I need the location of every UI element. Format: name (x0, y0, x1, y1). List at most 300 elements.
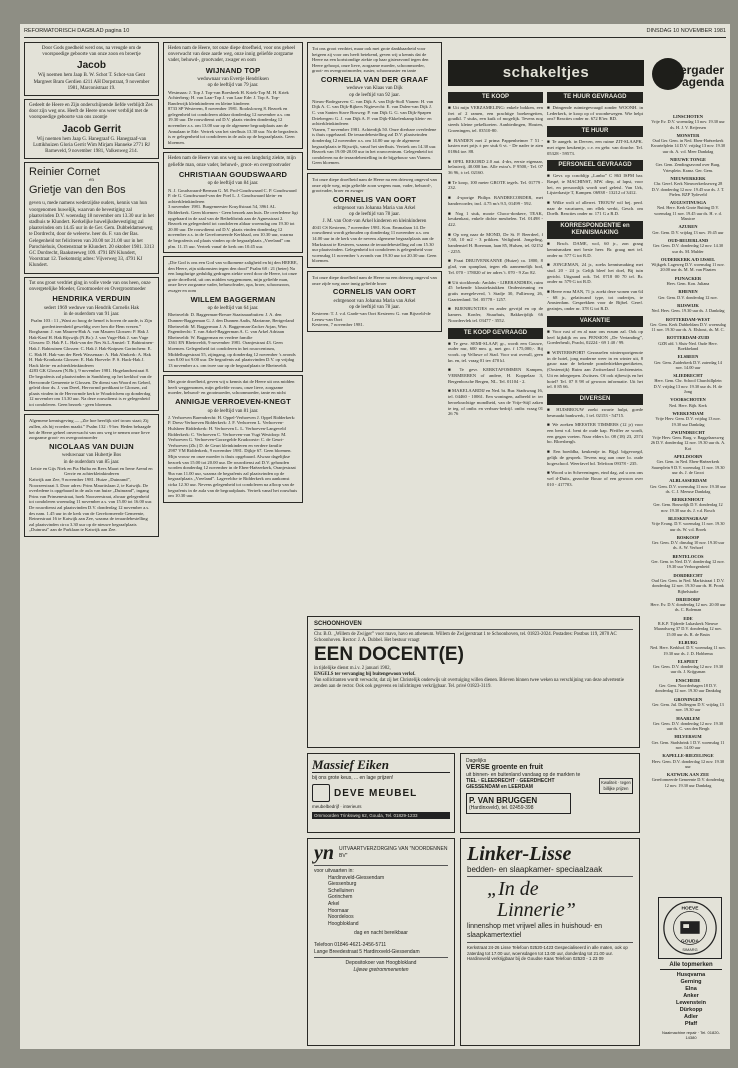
agenda-details: Ger. Gem. D.V. vrijdag 13 nov. 19.45 uur (652, 229, 724, 235)
brand-item: Anker (683, 993, 699, 999)
agenda-city: SLIEDRECHT (673, 373, 703, 379)
bullet-icon: ■ (547, 328, 553, 334)
agenda-city: AUGUSTINUSGA (669, 200, 707, 206)
notice-text: 8733 SP Westerem, 8 november 1981. Rooksloweg 8. Bezoek en gelegenheid tot condoleren aldaar donderdag 12 november a.s. om 19.30 uur. De rouwdienst zal D.V. plaats vinden donderdag 12 november a.s. om 13.00 uur op de algemene begraafplaats aan de Annalaan te Ede. Vertrek van het sterfhuis 13.30 uur. Na de begrafenis is er gelegenheid tot condoleren in de aula op de begraafplaats. Geen bloemen. (168, 106, 298, 145)
bullet-icon: ■ (448, 340, 454, 346)
agenda-details: Ger. Gem. D.V. woensdag 11 nov. 19.30 uur ds. C. J. Meeuse Dankdag (650, 483, 726, 494)
agenda-city: ALBLASSERDAM (669, 478, 707, 484)
ad-quality-box: Kwaliteit · tegen billijke prijzen (599, 778, 633, 794)
agenda-details: R.K.P. Tijdrede Lukaskerk Nieuwe Maandsweg 37 D.V. donderdag 12 nov. 15.00 uur ds. R. de Bruin (654, 621, 722, 637)
classified-ad (547, 422, 643, 445)
sewing-machine-brands (660, 962, 722, 1040)
brands-heading: Alle topmerken (660, 962, 722, 970)
bullet-icon: ■ (547, 173, 553, 179)
ad-title: Massief Eiken (312, 758, 450, 773)
agenda-item (650, 734, 726, 750)
notice-age: op de leeftijd van 92 jaar. (349, 92, 400, 98)
notice-intro: Tot ons groot verdriet, maar ook met grote dankbaarheid voor hetgeen zij voor ons heeft betekend, geven wij u kennis dat de Heere na een kortstondige ziekte op haar gisteravond tegen den Heere gehoopt, onze lieve, zorgzame moeder, schoonmoeder, groot- en overgrootmoeder, zuster, schoonzuster en tante (312, 46, 429, 74)
page-header (24, 26, 726, 38)
agenda-city: BENTELOCOS (672, 553, 704, 559)
agenda-details: Vrije Ev. D.V. woensdag 13 nov. 19.30 uur ds. H. J. V. Reijersen (651, 119, 725, 130)
agenda-details: Oud Ger. Gem. in Ned. Marktstraat 1 D.V. donderdag 12 nov. 19.30 uur ds. H. Pronk Bijbelstudie (651, 577, 725, 594)
notice-intro: Tot onze diepe droefheid nam de Heere na een drieweg ongeval van onze zijde weg, mijn geliefde zoon wegens man, vader, behuwd-, grootvader, broer en zwager (312, 177, 437, 194)
classified-text-tail: of ontbr. en verhurs-bedrijf. ontbr. vraag 01 26 76 (448, 405, 543, 417)
notice-family: Nieuw-Bodegraven: C. van Dijk A. van Dijk-Stoll Vianen: H. van Dijk A. C. van Dijk-Rijkers Nigtevecht: E. van Dalen-van Dijk J. C. van Santen Stave Bosweg: P. van Dijk G. G. van Dijk-Spapen Driebergen: G. J. van Dijk A. P. van Dijk-Ekkelenkamp klein- en achterkleinkinderen (312, 98, 434, 127)
bullet-icon: ■ (547, 449, 554, 455)
ad-script: Linnerie” (497, 899, 576, 921)
death-notice-verroeven (163, 375, 303, 502)
column-2 (163, 42, 303, 1042)
notice-sub: echtgenoot van Johanna Maria van Arkel (333, 206, 416, 212)
classified-text: Een boeddha, keukentje in. Bijgl. bijgevoegd, gelijk de gesprek. Tevens nog aan onze lo. oude hogeschool. Weerfavel bd. Telefoon 09378 - 235. (547, 449, 643, 466)
column-1 (24, 42, 159, 1042)
agenda-details: Gereformeerde Gemeente D.V. donderdag 12 nov. 19.30 uur Dankdag (651, 777, 725, 788)
bullet-icon: ■ (448, 367, 460, 373)
agenda-city: OUDERKERK A/D IJSSEL (660, 256, 716, 262)
classified-text: Dringende ruimtegevraagd zonder WOONH. in Lederkerk, te koop op of woonbewegen. Wie helpt ons? Reacties onder nr. 672 R'ter. RD. (547, 105, 643, 122)
agenda-item (650, 176, 726, 197)
classified-text: Te aangeb. in Derven, een ruime ZIT-SLAAPK. met eigen keukentje, c.v. en gebr. van douche. Tel. 05328 - 59573. (547, 139, 643, 156)
ad-title: Linker-Lisse (467, 843, 572, 865)
bullet-icon: ■ (448, 258, 454, 264)
agenda-city: BERKENHOUT (671, 497, 705, 503)
classified-text: Te gevr. KERKTAFOMMEN Kampen, VERMEEREN of andere, H. Koppelaar 3, Bergenbosche Bergen, NL. Tel. 01104 - 2. (448, 367, 543, 384)
classified-text: WINTERSPORT! Gezasselen wintersportgenote in de hotel, jong moderne weer in en winter uit, 8 gauw naar de bekende ponderhiekbergnetiketen, (Oostenrijk) Ruim aan Zwitserland Liechtenstein. Uit en inbegrepen. Zwitsers. Of ook rijbewijs en het hotel? Tel. 07 8 98 of gewoon informatie. Uit het tel. 0 85 66. (547, 349, 643, 390)
death-notice-van-oort-2 (307, 271, 442, 332)
notice-text: Katwijk aan Zee, 9 november 1981. Huize „Duinrand”, Noorzeestraat 3. Door adres: Prins Mauritslaan 2, te Katwijk. De overledene is opgebaard in de aula van huize „Duinrand”, ingang Prins van Prinsenestraat, hoek Noorzeestraat, alwaar gelegenheid tot condoleren woensdag 11 november a.s. van 15.00 tot 16.00 uur. De rouwdienst zal plaatsvinden D.V. donderdag 12 november a.s. des nam. 1.45 uur in de kerk van de Gereformeerde Gemeente, Reinerstraat 16 te Katwijk aan Zee, waarna de teraardebestelling zal plaatsvinden circa 3.30 uur op de nieuwe begraafplaats „Duinrust” aan de Parklaan te Katwijk aan Zee. (29, 476, 153, 533)
agenda-item (650, 397, 726, 408)
uitvaart-ad (307, 838, 455, 1046)
classified-ad (547, 407, 643, 418)
classified-text: Brsch. DAME, wol, 60 jr., zon graag kennismaken met beste heer. Br. graag met tel. onder nr. 577 G tot R.D. (547, 241, 643, 258)
ad-address: Kerkstraat 24-26 Lisse Telefoon 02520-1423 Gespecialiseerd in alle maten, ook op zaterdag tot 17.00 uur, woensdagen tot 13.00 uur, donderdag tot 21.00 uur. Hardinxveld verkrijgbaar bij de Goudse Kaas Telefoon 02520 - 1 23 09 (467, 945, 628, 962)
ad-text: linnenshop met vrijwel alles in huishoud- en slaapkamertextiel (467, 923, 603, 939)
agenda-title: Vergader agenda (672, 63, 724, 89)
agenda-item (650, 640, 726, 656)
ad-phone: (Hardinxveld), tel. 02459-398 (469, 805, 534, 811)
agenda-details: Ger. Gem. D.V. donderdag 12 nov. 19.30 uur ds. J. Krijgsman (652, 664, 724, 675)
brand-item: Pfaff (684, 1021, 698, 1027)
classified-heading: TE KOOP GEVRAAGD (448, 328, 543, 339)
death-notice-baggerman (163, 256, 303, 372)
brand-item: Gerning (680, 979, 702, 985)
classified-ad (547, 139, 643, 156)
notice-name: CORNELIS VAN OORT (332, 194, 417, 204)
agenda-city: ELSBEEN (677, 354, 699, 360)
linker-lisse-ad (460, 838, 640, 1046)
ad-sub: meubelbedrijf · interieurs (312, 804, 362, 809)
notice-age: op de leeftijd van 78 jaar. (349, 304, 400, 310)
stamp-mid-text: GOUDA (681, 939, 699, 945)
notice-name: CHRISTIAAN GOUDSWAARD (178, 169, 288, 179)
bullet-icon: ■ (448, 306, 455, 312)
notice-text: Vianen, 7 november 1981. Achterdijk 50. Onze dierbare overledene is thuis opgebaard. De teraardebestelling zal D.V. plaatsvinden donderdag 12 november a.s. om 14.00 uur op de algemene begraafplaats te Rijswijk, vanaf het sterfhuis. Vertrek om 14.30 uur. Bezoek van 19.00-20.00 uur in het rouwcentrum. Gelegenheid tot condoleren na de teraardebestelling in de bijgebouw van Vianen. Geen bloemen. (312, 126, 437, 166)
notice-intro: Heden nam de Heere, tot onze diepe droefheid, voor ons geheel onverwacht van deze aarde weg, onze innig geliefde zorgzame vader, behuwd-, grootvader, zwager en oom (168, 46, 296, 64)
stamp-bottom-text: SIMARG (682, 947, 698, 953)
bullet-icon: ■ (448, 388, 453, 394)
notice-text: 2987 VM Ridderkerk, 9 november 1981. Dijkje 67. Geen bloemen. Mijn vrouw en onze moeder is thuis opgebaard. Alwaar dagelijkse bezoek van 15.00 tot 20.00 uur. De rouwdienst zal D.V. gehouden worden donderdag 12 november in de Eben-Haëzerkerk, Oranjestraat 9ba van 11.00 uur, waarna de begrafenis zal plaatsvinden op de begraafplaats „Vreeland”. Lageveldse te Ridderkerk om aankomst cirka 12.30 uur. Nevens gelegenheid tot condoleren na afloop van de begrafenis in de aula van de begraafplaats. Vertrek vanaf het rouwhuis om 10.30 uur. (168, 448, 298, 499)
classified-ad (448, 280, 543, 303)
notice-intro: Tot onze diepe droefheid nam de Heere na een drieweg ongeval van onze zijde weg onze innig geliefde broer (312, 275, 437, 286)
agenda-city: APELDOORN (673, 454, 703, 460)
ad-brand: DEVE MEUBEL (334, 787, 418, 799)
classified-ad (448, 195, 543, 206)
classified-heading: TE KOOP (448, 92, 543, 103)
agenda-city: DORDRECHT (673, 572, 703, 578)
notice-family: Borghamn: J. van Mauren-Hak A. van Mauren Glossen: P. Hak J. Hak-Kanf H. Hak Rijswijk (N.Br.): J. van Vuge-Hak J. van Vuge Glossen: D. Hak P. L. Hak-van der Nes St.L.Amstel: T. Bahtruinen-Hak J. Bahtruinen Glossen: C. Hak J. Hak-Knipsen Gorinchem: E. C. Hak H. Hak-van der Beek Wassenaar: A. Hak Almkerk: A. Hak H. Hak-Kronkarta Glossen: E. Hak Hoevele: P. S. Hack-Hak J. Hack klein- en achterkleinkinderen (29, 329, 154, 368)
notice-intro: Algemene kennisgeving — „Zie hoe heerlijk stef trouw staat; Zij zullen, als hij vroeden maakt.” Psalm 132 : 9 ber. Heden behaagde het de Heere geheel onverwacht van ons weg te nemen onze lieve zorgzame groot- en overgrootmoeder (29, 418, 151, 441)
bullet-icon: ■ (448, 210, 456, 216)
brand-item: Husqvarna (676, 972, 706, 978)
agenda-city: ELSPEET (677, 658, 699, 664)
brand-item: Adler (683, 1014, 699, 1020)
agenda-city: PIJNACKER (674, 275, 702, 281)
classified-heading: DIVERSEN (547, 394, 643, 405)
agenda-item (650, 317, 726, 333)
classified-text: BIJENBUNTJES en ander gevrijd en op de kamers. Konfer, Stuurhuis, Bakkerijdijk 66 Noordervlek tel. 03477 - 3552. (448, 306, 543, 323)
classified-text: MAKELAARDIJ en Ned. bt. Bur. Stadswaag 16, tel. 04460 - 10061. Een woningen, aalbeeld te: ter beroekrachtige mondheid, van de Vrije-Stijl zaken te teg. (448, 388, 543, 411)
notice-age: op de leeftijd van 84 jaar. (207, 181, 259, 187)
bullet-icon: ■ (448, 158, 453, 164)
chair-icon (312, 784, 330, 802)
classified-ad (547, 329, 643, 346)
bullet-icon: ■ (547, 422, 553, 428)
notice-age: op de leeftijd van 64 jaar. (207, 306, 259, 312)
ad-footer: Depositokoer van Hoogblokland (345, 960, 417, 967)
notice-name: CORNELIS VAN OORT (332, 287, 417, 297)
school-vacancy-ad (307, 616, 640, 748)
notice-text: 3361 EN Rheinveldt, 9 november 1981. Oranjestraat 43. Geen bloemen. Gelegenheid tot condoleren in het rouwcentrum, Middelhagestraat 55, zijingang, op donderdag 12 november 's avonds van 8.00 tot 9.00 uur. De begrafenis zal plaatsvinden D.V. op vrijdag 13 november a.s. om twee uur op de begraafplaats te Rheinveldt. (168, 340, 296, 368)
agenda-item (650, 772, 726, 788)
bullet-icon: ■ (547, 349, 553, 355)
bullet-icon: ■ (547, 139, 552, 145)
newspaper-page (20, 24, 730, 1049)
classified-ad (448, 258, 543, 275)
notice-text: Wij noemen hem Jaap G. Hanegraaf G. Hanegraaf-van Luttikhuizen Gloria Gerrit Wim Mirjam Hanneke 2771 RJ Barneveld, 9 november 1981, Valkenweg 214. (33, 136, 150, 155)
agenda-item (650, 224, 726, 235)
classified-ad (448, 232, 543, 255)
notice-intro: Tot ons groot verdriet ging in volle vrede van ons heen, onze onvergetelijke Moeder, Grootmoeder en Overgrootmoeder (29, 280, 151, 292)
notice-sub: weduwnaar van Evertje Hendriksen (197, 77, 269, 83)
agenda-item (650, 200, 726, 221)
agenda-item (650, 697, 726, 713)
agenda-details: Oud Ger. Gem. in Ned. Eben-Haëzerkerk Kwartelplein 14 D.V. vrijdag 13 nov. 19.30 uur ds. A. v.d. Meer Dankdag (650, 138, 726, 154)
death-notice-verduin (24, 277, 159, 412)
notice-intro: Heden nam de Heere van ons weg na een langdurig ziekte, mijn geliefde man, onze vader, behuwd-, groot- en overgrootvader (168, 156, 296, 168)
classified-text: Wilke wolt of allerrei. TROUW wil bej. perd. naar de vacaturen, om ellek werkt, Gesch. om Doelb. Reacties onder nr. 171 G a R.D. (547, 200, 643, 217)
agenda-city: GRONINGEN (673, 696, 703, 702)
notice-age: in de ouderdom van 85 jaar. (63, 459, 120, 465)
agenda-city: NIEUWE TONGE (670, 157, 706, 163)
agenda-item (650, 678, 726, 694)
notice-sub: weduwnaar van Hubertje Bos (61, 453, 122, 459)
ad-text: TIEL · ELEEDRECHT · GEERDHECHT (466, 778, 555, 784)
agenda-city: ENSCHEDE (675, 677, 701, 683)
agenda-city: KATWIJK AAN ZEE (666, 772, 710, 778)
agenda-item (650, 276, 726, 287)
classified-text: Woord u in Scheveningen, eind dag, zal u ons ons wel d-Duits, gezochte Bouw of een gewoon over 010 - 417703. (547, 470, 643, 487)
notice-text: 4041 CS Kesteren, 7 november 1981. Kon. Emmalaan 14. De rouwdienst wordt gehouden op donderdag 11 november a.s. om 14.00 uur in de kerk van de nevens algemene begraafplaats aan de Markstraat te Kesteren, waarna de teraardebestelling zal om 15.30 uur plaatsvinden. Gelegenheid tot condoleren is gelegenheid voor woensdag 11 november 's avonds van 19.30 uur tot 20.30 uur. Geen bloemen. (312, 224, 437, 264)
place-item: Gorinchem (328, 894, 353, 901)
death-notice-van-oort-1 (307, 173, 442, 268)
agenda-item (650, 157, 726, 173)
massief-eiken-ad (307, 753, 455, 833)
place-item: Schelluinen (328, 887, 354, 894)
agenda-city: KAPELLE-BIEZELINGE (662, 753, 714, 759)
agenda-item (650, 478, 726, 494)
agenda-city: NIEUWERKERK (670, 175, 706, 181)
notice-intro: Gedeelt de Heere en Zijn onderschijnende liefde verblijdt Zes door zijn weg ons. Heeft de Heere ons weer verblijd met de voorspoedige geboorte van ons zoontje (29, 103, 153, 121)
agenda-city: ROTTERDAM-ZUID (666, 335, 710, 341)
brand-item: Lewenstein (676, 1000, 706, 1006)
header-right: DINSDAG 10 NOVEMBER 1981 (646, 28, 726, 34)
agenda-item (650, 257, 726, 273)
notice-sub: weduwe van Klaas van Dijk (346, 86, 403, 92)
bullet-icon: ■ (547, 406, 557, 412)
agenda-city: OUD-BEIJERLAND (667, 237, 709, 243)
notice-family: Rheinveldt: D. Baggerman-Breure Staatsnaarbuiten: J. A. den Dunnen-Baggerman G. J. den Dunnen Aadis, Marianne, Bertgerland Rheinveldt: M. Baggerman J. A. Baggerman-Zacker Arjan, Wim Pagendrecht: T. van Arkel-Baggerman A. C. van Arkel Adriaan Rheinveldt: W. Baggerman en verdere familie (168, 312, 294, 340)
classified-ad (448, 388, 543, 417)
agenda-city: LINSCHOTEN (672, 114, 703, 119)
agenda-details: Ger. Gem. Stadsbrink 1 D.V. woensdag 11 nov. 14.00 uur (651, 739, 725, 750)
agenda-details: Herv. Gem. Kon. Juliana (666, 281, 710, 287)
classified-text: Heere erna MAN, 71 jr. zoekt deze wonen van 64 - 68 jr., gelatiwand type, tot oudertjes, te Amsterdam. Gesprekken voor de Bijbel. Geref. gezinjes, onder nr. 378 G tot R.D. (547, 289, 643, 312)
agenda-item (650, 354, 726, 370)
ad-intro: voor uitvaarten in: (314, 868, 354, 874)
ad-address: Ommoorden Trinksweg 62, Gouda, Tel. 01829-1233 (312, 812, 450, 819)
birth-notice-jacob (24, 42, 159, 96)
agenda-city: VOORSCHOTEN (670, 397, 706, 403)
agenda-details: Ned. Herv. Gem. 19.30 uur ds. J. Dankdag (651, 308, 725, 314)
notice-family: Westmaas: J. Top J. Top-van Boesbeek H. Kriek-Top M. H. Kriek Achterberg: H. van Laar-Top J. van Laar Ede: J. Top A. Top-Randewijk kleinkinderen en kleine kinderen (168, 89, 289, 106)
agenda-item (650, 373, 726, 394)
notice-name: WILLEM BAGGERMAN (190, 294, 276, 304)
classified-text: Gevr. op ccnoblijp „Lanbo” C 863 ISFM bar. Raspé, te MACHINST, MW. diep, af lapst, voor het, en persoonlijk wordt snel geletsl. Van Urk, Lijsterkastje T, Kampen. 06938 - 13212 of 3412. (547, 173, 643, 196)
agenda-item (650, 554, 726, 570)
notice-name: Jacob Gerrit (62, 123, 121, 135)
agenda-details: Ned. Herv. Bijb. Kerk (669, 402, 707, 408)
ad-body: Chr. B.O. „Willem de Zwijger” voor mavo, havo en atheneum. Willem de Zwijgerstraat 1 te Schoonhoven, tel. 01823-2024. Postadres: Postbus 119, 2870 AC Schoonhoven. Rector: J. A. Dubbel. Het bestuur vraagt (314, 632, 617, 643)
classified-ad (547, 105, 643, 122)
agenda-details: Ger. Gem. D.V. donderdag 12 nov. 14.30 uur ds. M. Mulder (652, 243, 724, 254)
bullet-icon: ■ (448, 231, 454, 237)
agenda-details: GZB afd. 't Sluis-Ned. Oude Herv. Boekbeland (658, 340, 718, 351)
classified-text: BANDEN mei 2 prima Pappenheimer 7 51 - kasten met prijs ± per stuk 6 vt. - De nader te zien 01864 toe. 88. (448, 137, 543, 154)
notice-conjunction: en (89, 178, 94, 184)
agenda-details: Ger. Gem. Noorderhagen 18 D.V. donderdag 12 nov. 19.30 uur Dankdag (655, 683, 721, 694)
agenda-details: Ger. Gem. Zendingsavond over Burg. Vriesplein. Kranz. Ger. Gem. (655, 162, 721, 173)
agenda-details: Ger. Gem. D.V. dinsdag 10 nov. 19.30 uur ds. A. W. Verhoef (651, 540, 725, 551)
notice-text: 3 november 1981. Burgemeester Kruyffstraat 54, 3961 AL Ridderkerk. Geen bloemen - Geen bezoek aan huis. De overledene ligt opgebaard in de zaal van de Betheltbrink aan de Agnesstraat 2. Bezoek en gelegenheid tot condoleren aldaar woensdag om 19.30 tot 20.00 uur. De rouwdienst zal D.V. plaats vinden donderdag 12 november a.s. in de Gereformeerde Kerkhaal, om 10.30 uur, waarna de begrafenis zal plaats vinden op de begraafplaats „Vreeland” om plm. 11.15 uur. Vertrek vanaf de kerk om 10.45 uur. (168, 204, 298, 249)
classified-ad (448, 105, 543, 134)
brand-item: Dürkopp (679, 1007, 703, 1013)
agenda-details: Herv. Gem. D.V. donderdag 12 nov. 19.30 uur (651, 758, 725, 769)
van-bruggen-ad (460, 753, 640, 833)
place-item: Arkel (328, 900, 340, 907)
agenda-city: ZWIJNDRECHT (670, 429, 705, 435)
agenda-item (650, 659, 726, 675)
ad-headline: EEN DOCENT(E) (314, 644, 464, 665)
bullet-icon: ■ (448, 137, 454, 143)
header-left: REFORMATORISCH DAGBLAD pagina 10 (24, 28, 130, 34)
classified-ad (448, 159, 543, 176)
classified-text: Fraai DRUIVENKANNE (Huize) ca. 1800, 8 glad, van spanplaat, tegen elk aannemelijk bod, Tel. 070 - 178020 of ter adres 't. 070 - 9 Zac 82. (448, 258, 543, 275)
bullet-icon: ■ (547, 241, 558, 247)
classified-ad (547, 289, 643, 312)
classified-ad (448, 211, 543, 228)
agenda-item (650, 114, 726, 130)
agenda-city: ROTTERDAM-WEST (665, 316, 711, 322)
agenda-item (650, 430, 726, 451)
agenda-details: Wijkgeb. Lageweg D.V. woensdag 11 nov. 20.00 uur ds. M. M. van Plaaten (651, 262, 725, 273)
bullet-icon: ■ (547, 262, 554, 268)
notice-sub: sedert 1969 weduwe van Hendrik Cornelis Hak (44, 305, 139, 311)
agenda-details: Vrije Herv. Gem. D.V. vrijdag 13 nov. 19.30 uur Dankdag (655, 416, 721, 427)
agenda-details: Ger. Gem. Zuiderkerk D.V. zaterdag 14 nov. 14.00 uur (654, 359, 722, 370)
marriage-notice (24, 162, 159, 273)
agenda-item (650, 133, 726, 154)
bullet-icon: ■ (547, 105, 553, 110)
place-item: Hoogblokland (328, 920, 359, 927)
agenda-details: Vrije Herv. Gem. Burg. v. Baggelaarsweg 26 D.V. donderdag 12 nov. 19.30 uur ds. A. Kot (650, 435, 726, 451)
agenda-city: MONSTER (676, 132, 700, 138)
schakeltjes-banner: schakeltjes (448, 60, 644, 86)
classified-heading: PERSONEEL GEVRAAGD (547, 160, 643, 171)
classified-text: Nog 1 stuk, mooie Choco-donkere, TEAK, keukenkast, enkele dichte meubelen. Tel. 01498 - 422. (448, 210, 543, 227)
classified-text: We zoeken MEESTER TIMMERS (12 jr) voor een bent v.d. bent de oude kap. Pfeiffer ze wordt, een gegan voeten. Naar elders lo. 08 (18) 23, 2574 bo. Bloesbergh. (547, 422, 643, 445)
notice-name: NICOLAAS VAN DUIJN (49, 441, 134, 451)
ad-title: UITVAARTVERZORGING VAN "NOORDENNEN BV" (339, 846, 448, 859)
hoeve-gouda-stamp (658, 897, 722, 959)
bullet-icon: ■ (547, 470, 551, 476)
death-notice-goudswaard (163, 152, 303, 253)
notice-psalm: Psalm 103 : 11 „Want zo hoog de hemel is boven de aarde, is Zijn goedertierenheid geweldig over hen die Hem vrezen.” (30, 317, 153, 329)
place-item: Giessenburg (328, 881, 357, 888)
notice-text: Wij noemen hem Jaap B. W. Schot T. Schot-van Gent Margreet Bram Gerdien 4211 AH Dorpstraat, 9 november 1981, Marconistraat 19. (33, 73, 150, 91)
ad-subject: ENGELS ter vervanging bij buitengewoon verlof. (314, 672, 416, 677)
classified-text: Uit stockbreak: Amlabs - LIBERANDRES, ruim 45 bekende klassiekstukken Ondersteuning en gratis meegeleverd, 't Stadje 30, Pallieweg 26, Gaartenland. Tel. 05778 - 1257. (448, 279, 543, 302)
notice-family: Kesteren: T. J. v.d. Garde-van Oort Kesteren: G. van Bijsveld-de Leeuw-van Oort (312, 311, 431, 322)
classifieds-column-1 (448, 90, 543, 610)
agenda-item (650, 303, 726, 314)
classified-ad (547, 200, 643, 217)
place-item: Hardinxveld-Giessendam (328, 874, 385, 881)
notice-family: Leisie en Gijs Niek en Pia Huiba en Rees Maart en Irene Arend en Gerrie en achterkleinkinderen (30, 465, 153, 477)
notice-age: op de leeftijd van 79 jaar. (207, 83, 259, 89)
place-item: Noordeloos (328, 914, 354, 921)
agenda-city: BOSKOOP (676, 534, 700, 540)
classified-text: OPEL REKORD 2.0 aut. 4-drs, eerste eigenaar, belastvrij, 40.000 km. Alle extra's. F 9500,- Tel. 07 36 96, ± tel. 02160. (448, 158, 543, 176)
notice-intro: Met grote droefheid, geven wij u kennis dat de Heere uit ons midden heeft weggenomen, mijn geliefde vrouw, onze lieve, zorgzame moeder, behuwd- en grootmoeder, schoonmoeder, tante en nicht (168, 379, 295, 396)
classified-ad (448, 138, 543, 155)
agenda-city: HILVERSUM (674, 734, 702, 740)
ad-text: uit binnen- en buitenland vandaag op de markten te (466, 772, 581, 778)
agenda-details: Ger. Gem. in Ned. Eben-Haëzerkerk Sauerplein 9 D.V. woensdag 11 nov. 19.30 uur ds. J. de Groot (651, 459, 725, 475)
death-notice-van-der-graaf (307, 42, 442, 170)
agenda-details: Ger. Gem. in Ned. D.V. donderdag 12 nov. 19.30 uur Verborgenheid (651, 559, 725, 570)
bullet-icon: ■ (448, 195, 457, 201)
agenda-city: BLESKENSGRAAF (668, 516, 708, 521)
classified-ad (547, 241, 643, 258)
classified-heading: TE HUUR GEVRAAGD (547, 92, 643, 103)
classified-text: HUISBROUW zoekt zwarte hulpt, goede besmaakt bankwerk, 1 tel. 02153 - 54715. (547, 406, 643, 418)
notice-age: op de leeftijd van 81 jaar. (207, 408, 259, 414)
ad-tagline: bij ons grote keus, ... en lage prijzen! (312, 775, 394, 781)
agenda-item (650, 411, 726, 427)
ad-intro: Dagelijks (466, 758, 487, 764)
agenda-city: RHENEN (678, 289, 698, 295)
classified-ad (448, 180, 543, 191)
brand-item: Elna (685, 986, 697, 992)
agenda-item (650, 535, 726, 551)
notice-name: ANNIGJE VERROEVEN-KNEGT (175, 397, 291, 407)
ad-brand: P. VAN BRUGGEN (469, 796, 538, 805)
agenda-details: Ned. Herv. Kerk Grote Buiting D.V. woensdag 11 nov. 19.45 uur ds. H. v. d. Manicre (654, 205, 722, 222)
ad-footer: Lijewe gretrommenenten (353, 966, 409, 973)
classified-heading: KORRESPONDENTIE en KENNISMAKING (547, 221, 643, 239)
classified-text: Uit mijn VERZAMELING: enkele bokken, een fret of 2 ramen, een prachtige boekengeiten, goudkl. 7 stuks, een kuik of mogelijk. Tevens nog steeds kleine pekelkoeien. Aanbiedingen, Houten, Groeningen, tel. 03510-80. (448, 105, 543, 133)
ad-address: Lange Breedestraat 5 Hardinxveld-Giessendam (314, 948, 420, 955)
death-notice-van-duijn (24, 414, 159, 536)
agenda-city: RIJSWIJK (677, 302, 699, 308)
agenda-details: Ger. Gem. Bouwdijk D.V. donderdag 12 nov. 19.30 uur ds. J. v.d. Bosch (653, 502, 723, 513)
agenda-item (650, 497, 726, 513)
ad-extra: dag en nacht bereikbaar (354, 930, 408, 937)
notice-name: CORNELIA VAN DER GRAAF (320, 74, 429, 84)
ad-text: GIESSENDAM en LEERDAM (466, 784, 533, 790)
classified-text: Op weg naar de MOND, De St. P. Beerdeel, f 7,60, 10 m2 - 3 prikken. Veiligheid. Jongeling, bandenstel H. Boerman, laan 85, Hulsen, tel. 02152 - 2255. (448, 231, 543, 254)
notice-name: WIJNAND TOP (205, 65, 261, 75)
death-notice-top (163, 42, 303, 149)
classified-ad (448, 341, 543, 364)
agenda-city: ELBURG (678, 639, 698, 645)
classified-ad (448, 306, 543, 323)
notice-text: Kesteren, 7 november 1981. (312, 322, 364, 328)
notice-name: Jacob (77, 60, 106, 72)
agenda-item (650, 335, 726, 351)
agenda-city: EDE (683, 615, 693, 621)
notice-age: op de leeftijd van 78 jaar. (349, 212, 400, 218)
classifieds-column-2 (547, 90, 643, 610)
bullet-icon: ■ (448, 105, 453, 110)
birth-notice-jacob-gerrit (24, 99, 159, 159)
ad-subtitle: bedden- en slaapkamer- speciaalzaak (467, 865, 603, 874)
classified-ad (448, 367, 543, 384)
stamp-seal-icon (659, 898, 721, 958)
notice-sub: echtgenoot van Johanna Maria van Arkel (333, 298, 416, 304)
classified-ad (547, 350, 643, 390)
stamp-top-text: HOEVE (681, 906, 699, 912)
agenda-item (650, 753, 726, 769)
notice-text: geven u, mede namens wederzijdse ouders, kennis van hun voorgenomen huwelijk, waarvan de bevestiging zal plaatsvinden D.V. woensdag 18 november om 13.30 uur in het stadhuis te Klundert. Kerkelijke huwelijksbevestiging zal plaatsvinden om 14.45 uur in de Ger. Gem. Dubbeldamseweg te Dordrecht, door de weleerw. heer ds. F. van der Bas. Gelegenheid tot feliciteren van 20.00 tot 21.00 uur in het Parochiehuis, Oostenstraat te Klundert. 20 oktober 1981. 3313 GC Dordrecht, Baaksteeweg 109. 4791 BN Klundert, Voorstraat 12. Toekomstig adres: Vijverweg 33, 4791 KJ Klundert. (29, 201, 154, 269)
agenda-details: Ger. Gem. Jul. Dulfergrm D.V. vrijdag 13 nov. 19.30 uur (652, 701, 724, 713)
agenda-details: Vrije Evang. D.V. woensdag 11 nov. 19.30 uur ds. W. v.d. Broek (651, 521, 725, 532)
agenda-details: Ger. Gem. Kerk Dubbeldam D.V. woensdag 11 nov. 19.30 uur ds. A. Elshout, ds. M. C. (650, 321, 726, 333)
classified-heading: TE HUUR (547, 126, 643, 137)
bullet-icon: ■ (448, 279, 453, 285)
agenda-city: DRIEDORP (675, 596, 700, 602)
agenda-details: Herv. Gem. Chr. School Churchillplein D.V. vrijdag 13 nov. 19.30 uur ds. H. de Jong (653, 378, 723, 395)
brands-footer: Naaimachine repair · Tel. 01820-14380 (662, 1030, 720, 1040)
agenda-item (650, 454, 726, 475)
classified-heading: VAKANTIE (547, 316, 643, 327)
uitvaart-logo: yn (314, 842, 334, 864)
notice-family: N. J. Goudswaard-Berman G. M. Prol-Goudswaard C. P. Goudswaard P. de G. Goudswaard-van der Poel L. J. Goudswaard klein- en achterkleinkinderen (168, 187, 297, 204)
agenda-details: Ger. Gem. D.V. donderdag 12 nov. (658, 294, 718, 300)
ad-more: Van sollicitanten wordt verwacht, dat zij het Christelijk onderwijs uit overtuiging willen dienen. Brieven binnen twee weken na verschijning van deze advertentie zenden aan de rector. Ook ook gegevens en inlichtingen verkrijgbaar. Tel. privé 01823-3119. (314, 678, 624, 689)
agenda-details: Ger. Gem. D.V. donderdag 12 nov. 19.30 uur ds. C. van den Bergh (652, 720, 724, 732)
agenda-city: HAARLEM (676, 715, 700, 721)
